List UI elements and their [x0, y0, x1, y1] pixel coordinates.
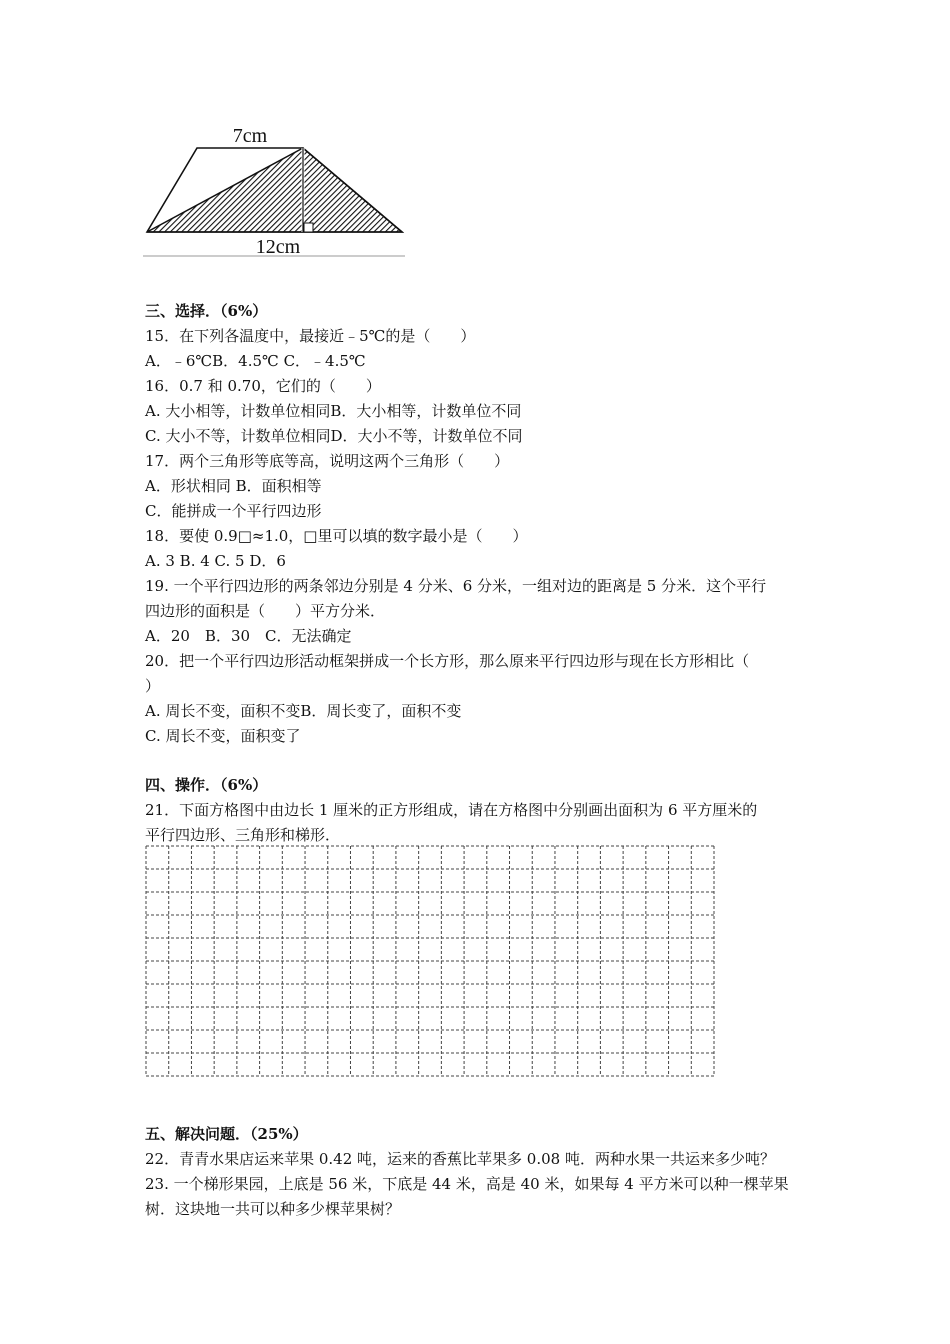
q20-stem-line1: 20．把一个平行四边形活动框架拼成一个长方形，那么原来平行四边形与现在长方形相比（ [145, 652, 750, 670]
q18-stem: 18．要使 0.9□≈1.0，□里可以填的数字最小是（ ） [145, 527, 528, 545]
square-grid[interactable] [145, 845, 715, 1077]
q23-line1: 23. 一个梯形果园，上底是 56 米，下底是 44 米，高是 40 米，如果每 4 平方米可以种一棵苹果 [145, 1175, 789, 1193]
right-angle-marker [304, 223, 313, 232]
q20-stem-line2: ） [145, 677, 161, 695]
q15-stem: 15．在下列各温度中，最接近﹣5℃的是（ ） [145, 327, 476, 345]
q20-option-c: C. 周长不变，面积变了 [145, 727, 301, 745]
bottom-length-label: 12cm [255, 236, 301, 258]
q15-options: A．﹣6℃B．4.5℃ C．﹣4.5℃ [145, 352, 366, 370]
trapezoid-figure [140, 120, 410, 265]
q20-options-ab: A. 周长不变，面积不变B．周长变了，面积不变 [145, 702, 462, 720]
q16-options-ab: A. 大小相等，计数单位相同B．大小相等，计数单位不同 [145, 402, 522, 420]
shaded-triangle [147, 148, 402, 232]
q16-options-cd: C. 大小不等，计数单位相同D．大小不等，计数单位不同 [145, 427, 523, 445]
q17-stem: 17．两个三角形等底等高，说明这两个三角形（ ） [145, 452, 510, 470]
q16-stem: 16．0.7 和 0.70，它们的（ ） [145, 377, 381, 395]
q21-line1: 21．下面方格图中由边长 1 厘米的正方形组成，请在方格图中分别画出面积为 6 平方厘米的 [145, 801, 758, 819]
q23-line2: 树．这块地一共可以种多少棵苹果树？ [145, 1200, 401, 1218]
section5-heading: 五、解决问题．（25%） [145, 1125, 308, 1143]
q22-text: 22．青青水果店运来苹果 0.42 吨，运来的香蕉比苹果多 0.08 吨．两种水果一共运来多少吨？ [145, 1150, 775, 1168]
q19-stem-line1: 19. 一个平行四边形的两条邻边分别是 4 分米、6 分米，一组对边的距离是 5 分米．这个平行 [145, 577, 767, 595]
q21-line2: 平行四边形、三角形和梯形． [145, 826, 341, 844]
q18-options: A. 3 B. 4 C. 5 D．6 [145, 552, 286, 570]
section4-heading: 四、操作．（6%） [145, 776, 268, 794]
q19-stem-line2: 四边形的面积是（ ）平方分米． [145, 602, 386, 620]
section3-heading: 三、选择．（6%） [145, 302, 268, 320]
q17-options-ab: A．形状相同 B．面积相等 [145, 477, 322, 495]
q19-options: A．20 B．30 C．无法确定 [145, 627, 352, 645]
top-length-label: 7cm [232, 125, 268, 147]
q17-option-c: C．能拼成一个平行四边形 [145, 502, 322, 520]
